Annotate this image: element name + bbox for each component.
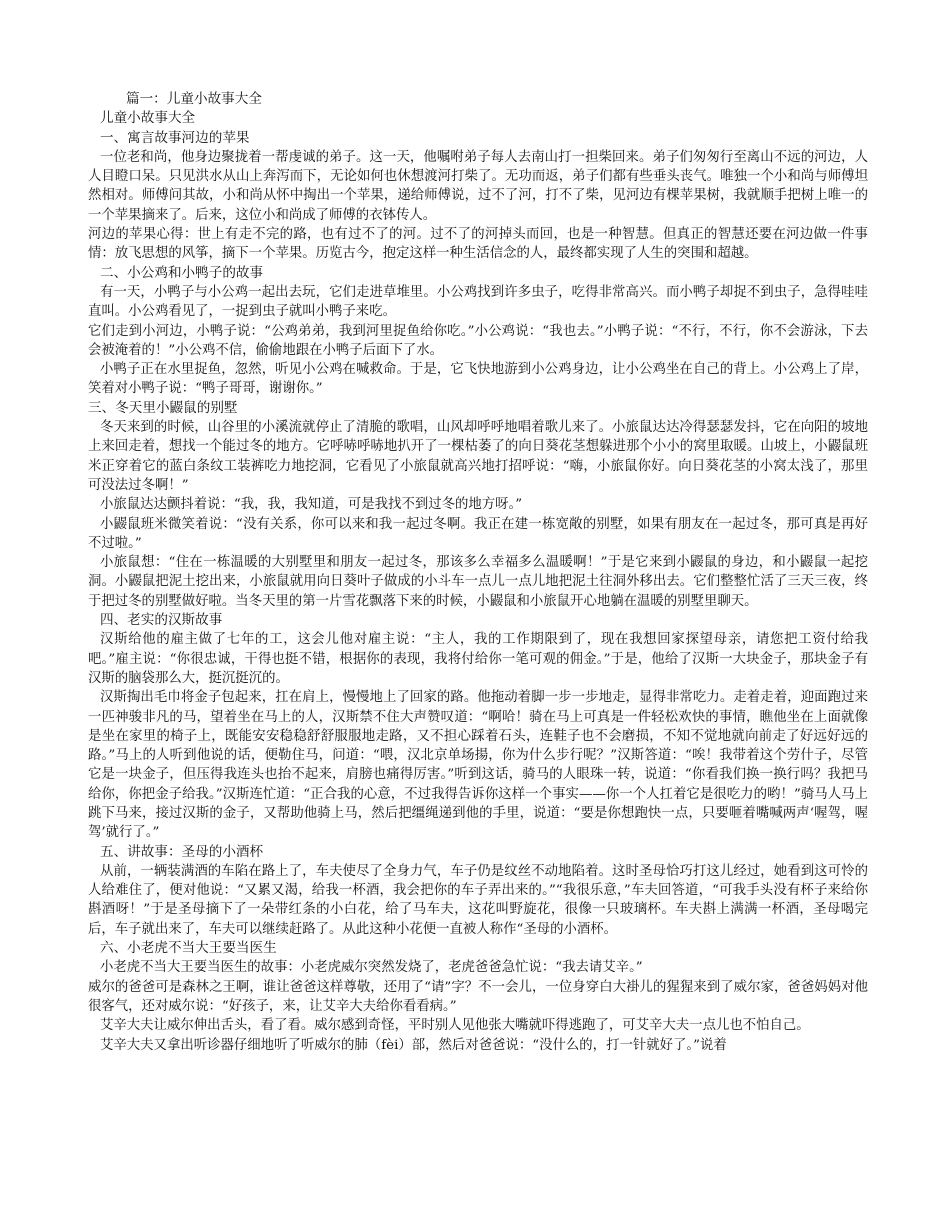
story-paragraph: 河边的苹果心得：世上有走不完的路，也有过不了的河。过不了的河掉头而回，也是一种智慧。但真正的智慧还要在河边做一件事情：放飞思想的风筝，摘下一个苹果。历览古今，抱定这样一种生活信念的人，最终都实现了人生的突围和超越。 xyxy=(88,227,868,262)
story-paragraph: 艾辛大夫让威尔伸出舌头，看了看。威尔感到奇怪，平时别人见他张大嘴就吓得逃跑了，可艾辛大夫一点儿也不怕自己。 xyxy=(100,1018,810,1034)
section-heading: 二、小公鸡和小鸭子的故事 xyxy=(100,264,264,281)
story-paragraph: 小旅鼠达达颤抖着说：“我，我，我知道，可是我找不到过冬的地方呀。” xyxy=(100,497,523,513)
story-paragraph: 威尔的爸爸可是森林之王啊，谁让爸爸这样尊敬，还用了“请”字？不一会儿，一位身穿白大褂儿的猩猩来到了威尔家，爸爸妈妈对他很客气，还对威尔说：“好孩子，来，让艾辛大夫给你看看病。” xyxy=(88,979,868,1014)
story-section xyxy=(88,939,868,1055)
story-paragraph: 小旅鼠想：“住在一栋温暖的大别墅里和朋友一起过冬，那该多么幸福多么温暖啊！”于是它来到小鼹鼠的身边，和小鼹鼠一起挖洞。小鼹鼠把泥土挖出来，小旅鼠就用向日葵叶子做成的小斗车一点儿一点儿地把泥土往洞外移出去。它们整整忙活了三天三夜，终于把过冬的别墅做好啦。当冬天里的第一片雪花飘落下来的时候，小鼹鼠和小旅鼠开心地躺在温暖的别墅里聊天。 xyxy=(88,555,868,609)
document-subtitle: 儿童小故事大全 xyxy=(100,110,196,127)
story-paragraph: 有一天，小鸭子与小公鸡一起出去玩，它们走进草堆里。小公鸡找到许多虫子，吃得非常高兴。而小鸭子却捉不到虫子，急得哇哇直叫。小公鸡看见了，一捉到虫子就叫小鸭子来吃。 xyxy=(88,284,868,320)
story-sections xyxy=(88,129,868,1055)
story-paragraph: 汉斯掏出毛巾将金子包起来，扛在肩上，慢慢地上了回家的路。他拖动着脚一步一步地走，显得非常吃力。走着走着，迎面跑过来一匹神骏非凡的马，望着坐在马上的人，汉斯禁不住大声赞叹道：“啊哈！骑在马上可真是一件轻松欢快的事情，瞧他坐在上面就像是坐在家里的椅子上，既能安安稳稳舒舒服服地走路，又不担心踩着石头，连鞋子也不会磨损，不知不觉地就向前走了好远好远的路。”马上的人听到他说的话，便勒住马，问道：“喂，汉北京单场揚，你为什么步行呢？”汉斯答道：“唉！我带着这个劳什子，尽管它是一块金子，但压得我连头也抬不起来，肩膀也痛得厉害。”听到这话，骑马的人眼珠一转，说道：“你看我们换一换行吗？我把马给你，你把金子给我。”汉斯连忙道：“正合我的心意，不过我得告诉你这样一个事实——你一个人扛着它是很吃力的哟！”骑马人马上跳下马来，接过汉斯的金子，又帮助他骑上马，然后把缰绳递到他的手里，说道：“要是你想跑快一点，只要咂着嘴喊两声‘喔驾，喔驾’就行了。” xyxy=(88,690,868,841)
section-heading: 三、冬天里小鼹鼠的别墅 xyxy=(88,399,238,416)
story-paragraph: 它们走到小河边，小鸭子说：“公鸡弟弟，我到河里捉鱼给你吃。”小公鸡说：“我也去。”小鸭子说：“不行，不行，你不会游泳，下去会被淹着的！”小公鸡不信，偷偷地跟在小鸭子后面下了水。 xyxy=(88,323,868,358)
document-page xyxy=(88,90,868,1055)
document-title: 篇一：儿童小故事大全 xyxy=(126,91,262,107)
section-heading: 六、小老虎不当大王要当医生 xyxy=(100,940,277,957)
section-heading: 四、老实的汉斯故事 xyxy=(100,612,223,629)
story-section xyxy=(88,843,868,939)
story-paragraph: 小鸭子正在水里捉鱼，忽然，听见小公鸡在喊救命。于是，它飞快地游到小公鸡身边，让小公鸡坐在自己的背上。小公鸡上了岸，笑着对小鸭子说：“鸭子哥哥，谢谢你。” xyxy=(88,362,868,397)
section-heading: 五、讲故事：圣母的小酒杯 xyxy=(100,843,264,860)
story-section xyxy=(88,611,868,843)
story-section xyxy=(88,129,868,264)
story-paragraph: 一位老和尚，他身边聚拢着一帮虔诚的弟子。这一天，他嘱咐弟子每人去南山打一担柴回来。弟子们匆匆行至离山不远的河边，人人目瞪口呆。只见洪水从山上奔泻而下，无论如何也休想渡河打柴了。无功而返，弟子们都有些垂头丧气。唯独一个小和尚与师傅坦然相对。师傅问其故，小和尚从怀中掏出一个苹果，递给师傅说，过不了河，打不了柴，见河边有棵苹果树，我就顺手把树上唯一的一个苹果摘来了。后来，这位小和尚成了师傅的衣钵传人。 xyxy=(88,149,868,223)
story-section xyxy=(88,399,868,611)
story-paragraph: 小鼹鼠班米微笑着说：“没有关系，你可以来和我一起过冬啊。我正在建一栋宽敞的别墅，如果有朋友在一起过冬，那可真是再好不过啦。” xyxy=(88,516,868,551)
story-paragraph: 小老虎不当大王要当医生的故事：小老虎威尔突然发烧了，老虎爸爸急忙说：“我去请艾辛。” xyxy=(100,960,643,976)
story-paragraph: 冬天来到的时候，山谷里的小溪流就停止了清脆的歌唱，山风却呼呼地唱着歌儿来了。小旅鼠达达冷得瑟瑟发抖，它在向阳的坡地上来回走着，想找一个能过冬的地方。它呼哧呼哧地扒开了一棵枯萎了的向日葵花茎想躲进那个小小的窝里取暖。山坡上，小鼹鼠班米正穿着它的蓝白条纹工装裤吃力地挖洞，它看见了小旅鼠就高兴地打招呼说：“嗨，小旅鼠你好。向日葵花茎的小窝太浅了，那里可没法过冬啊！” xyxy=(88,420,868,493)
section-heading: 一、寓言故事河边的苹果 xyxy=(100,129,250,146)
story-section xyxy=(88,264,868,399)
story-paragraph: 艾辛大夫又拿出听诊器仔细地听了听威尔的肺（fèi）部，然后对爸爸说：“没什么的，打一针就好了。”说着 xyxy=(100,1037,727,1053)
story-paragraph: 汉斯给他的雇主做了七年的工，这会儿他对雇主说：“主人，我的工作期限到了，现在我想回家探望母亲，请您把工资付给我吧。”雇主说：“你很忠诚，干得也挺不错，根据你的表现，我将付给你一笔可观的佣金。”于是，他给了汉斯一大块金子，那块金子有汉斯的脑袋那么大，挺沉挺沉的。 xyxy=(88,632,868,686)
story-paragraph: 从前，一辆装满酒的车陷在路上了，车夫使尽了全身力气，车子仍是纹丝不动地陷着。这时圣母恰巧打这儿经过，她看到这可怜的人给难住了，便对他说：“又累又渴，给我一杯酒，我会把你的车子弄出来的。”“我很乐意，”车夫回答道，“可我手头没有杯子来给你斟酒呀！”于是圣母摘下了一朵带红条的小白花，给了马车夫，这花叫野旋花，很像一只玻璃杯。车夫斟上满满一杯酒，圣母喝完后，车子就出来了，车夫可以继续赶路了。从此这种小花便一直被人称作“圣母的小酒杯。 xyxy=(88,863,868,937)
